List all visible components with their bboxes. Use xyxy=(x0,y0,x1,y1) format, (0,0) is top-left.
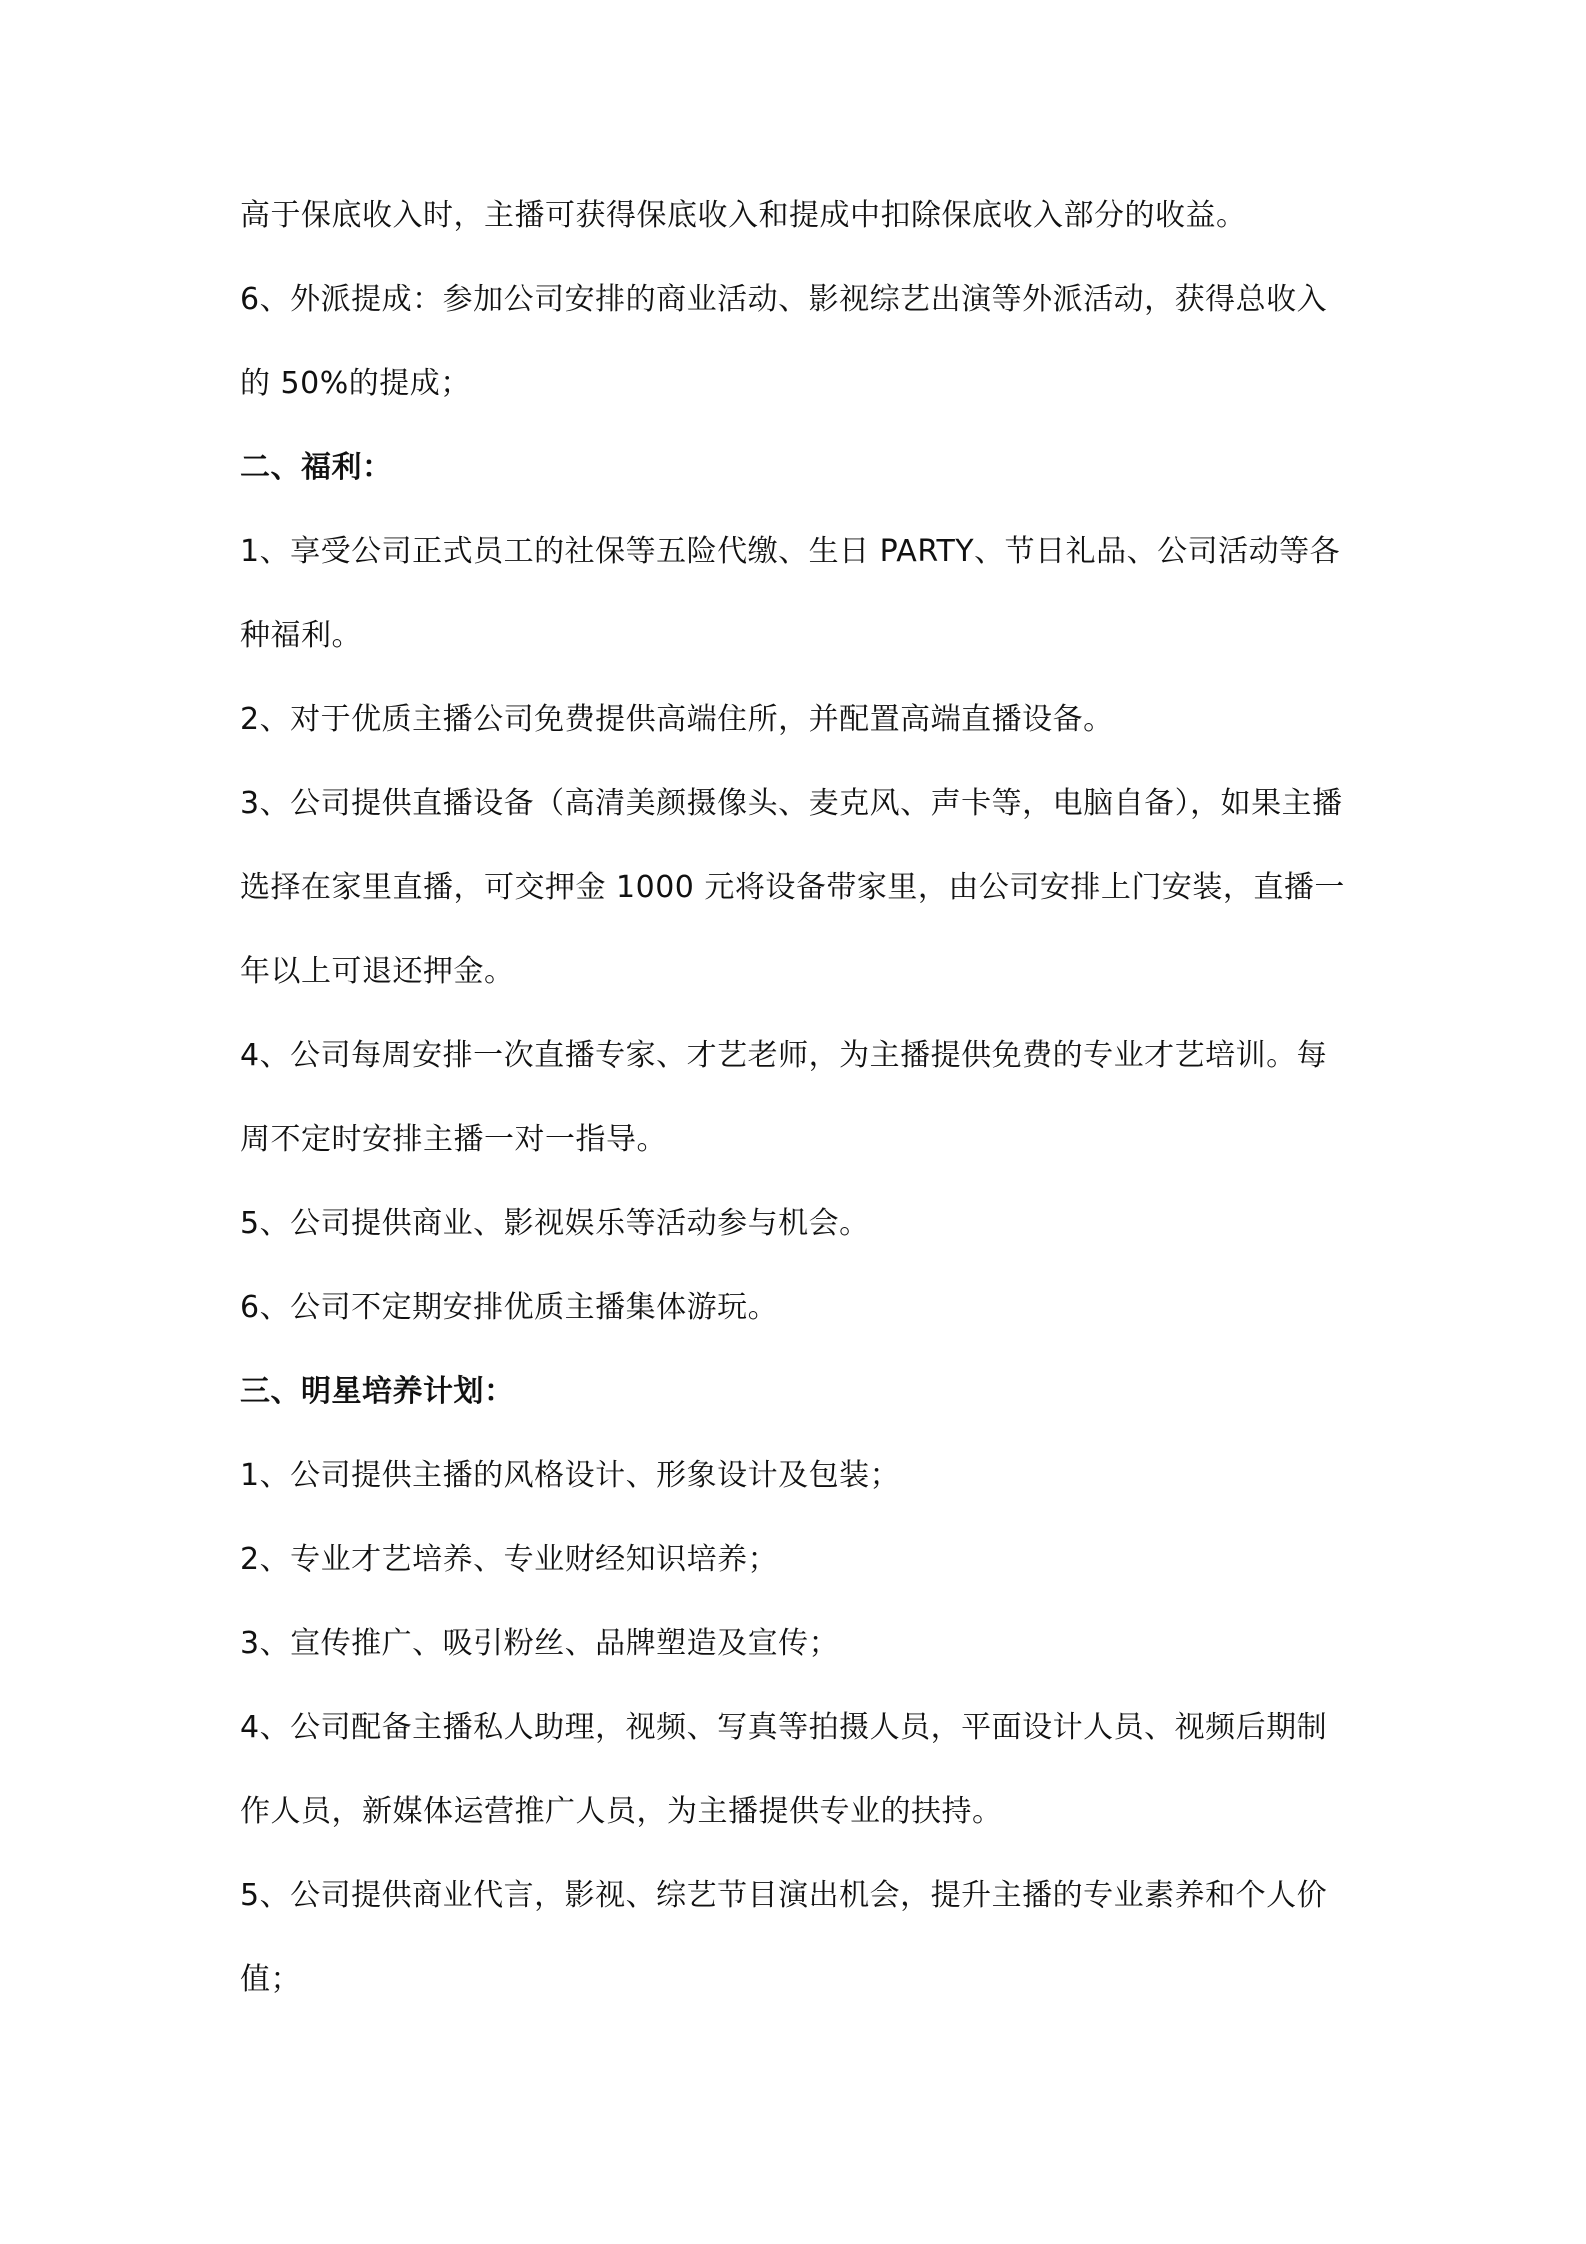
paragraph-line: 值； xyxy=(240,1962,301,1997)
section-heading-benefits: 二、福利： xyxy=(240,450,393,485)
paragraph-line: 5、公司提供商业代言，影视、综艺节目演出机会，提升主播的专业素养和个人价 xyxy=(240,1878,1328,1913)
paragraph-line: 高于保底收入时，主播可获得保底收入和提成中扣除保底收入部分的收益。 xyxy=(240,198,1247,233)
paragraph-line: 1、享受公司正式员工的社保等五险代缴、生日 PARTY、节日礼品、公司活动等各 xyxy=(240,534,1341,569)
paragraph-line: 5、公司提供商业、影视娱乐等活动参与机会。 xyxy=(240,1206,870,1241)
paragraph-line: 年以上可退还押金。 xyxy=(240,954,515,989)
paragraph-line: 2、专业才艺培养、专业财经知识培养； xyxy=(240,1542,779,1577)
paragraph-line: 4、公司每周安排一次直播专家、才艺老师，为主播提供免费的专业才艺培训。每 xyxy=(240,1038,1328,1073)
paragraph-line: 种福利。 xyxy=(240,618,362,653)
paragraph-line: 3、公司提供直播设备（高清美颜摄像头、麦克风、声卡等，电脑自备），如果主播 xyxy=(240,786,1343,821)
section-heading-star-training: 三、明星培养计划： xyxy=(240,1374,515,1409)
paragraph-line: 3、宣传推广、吸引粉丝、品牌塑造及宣传； xyxy=(240,1626,840,1661)
paragraph-line: 作人员，新媒体运营推广人员，为主播提供专业的扶持。 xyxy=(240,1794,1003,1829)
paragraph-line: 周不定时安排主播一对一指导。 xyxy=(240,1122,667,1157)
paragraph-line: 2、对于优质主播公司免费提供高端住所，并配置高端直播设备。 xyxy=(240,702,1114,737)
paragraph-line: 的 50%的提成； xyxy=(240,366,471,401)
paragraph-line: 6、外派提成：参加公司安排的商业活动、影视综艺出演等外派活动，获得总收入 xyxy=(240,282,1328,317)
paragraph-line: 4、公司配备主播私人助理，视频、写真等拍摄人员，平面设计人员、视频后期制 xyxy=(240,1710,1328,1745)
paragraph-line: 1、公司提供主播的风格设计、形象设计及包装； xyxy=(240,1458,901,1493)
paragraph-line: 选择在家里直播，可交押金 1000 元将设备带家里，由公司安排上门安装，直播一 xyxy=(240,870,1345,905)
paragraph-line: 6、公司不定期安排优质主播集体游玩。 xyxy=(240,1290,779,1325)
